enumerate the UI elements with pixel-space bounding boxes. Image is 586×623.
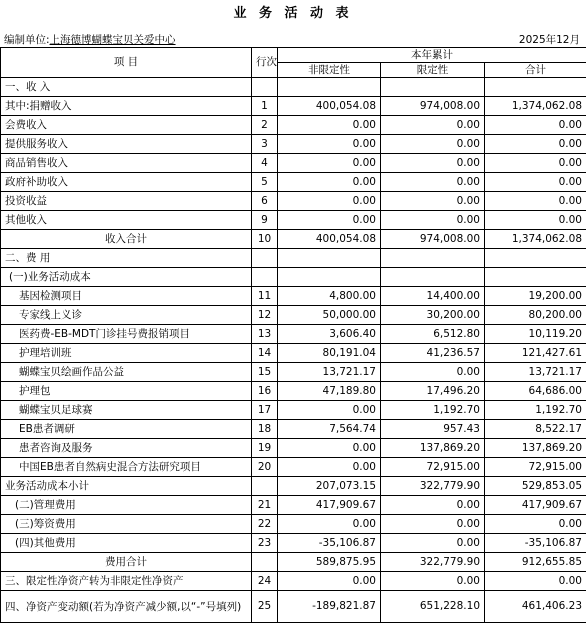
row-label: 收入合计: [1, 230, 252, 249]
row-unrestricted-value: 80,191.04: [278, 344, 381, 363]
table-row: [1, 211, 586, 230]
row-total-value: [485, 249, 586, 268]
row-line-number: 14: [252, 344, 278, 363]
row-total-value: 0.00: [485, 515, 586, 534]
row-unrestricted-value: 400,054.08: [278, 97, 381, 116]
row-label: (四)其他费用: [1, 534, 252, 553]
header-total: 合计: [485, 63, 586, 78]
row-unrestricted-value: 400,054.08: [278, 230, 381, 249]
table-row: [1, 439, 586, 458]
row-label: 商品销售收入: [1, 154, 252, 173]
row-restricted-value: [381, 249, 485, 268]
row-line-number: [252, 249, 278, 268]
row-restricted-value: 0.00: [381, 173, 485, 192]
table-row: [1, 401, 586, 420]
row-unrestricted-value: 0.00: [278, 439, 381, 458]
row-total-value: 0.00: [485, 192, 586, 211]
row-line-number: 21: [252, 496, 278, 515]
row-label: EB患者调研: [1, 420, 252, 439]
activity-statement-table: [0, 47, 586, 623]
row-line-number: 18: [252, 420, 278, 439]
report-period: 2025年12月: [519, 32, 580, 47]
row-total-value: -35,106.87: [485, 534, 586, 553]
row-line-number: 4: [252, 154, 278, 173]
row-unrestricted-value: 0.00: [278, 211, 381, 230]
row-label: 投资收益: [1, 192, 252, 211]
row-restricted-value: 0.00: [381, 534, 485, 553]
row-total-value: 0.00: [485, 116, 586, 135]
row-line-number: [252, 477, 278, 496]
row-label: 蝴蝶宝贝足球赛: [1, 401, 252, 420]
table-row: [1, 458, 586, 477]
row-label: (一)业务活动成本: [1, 268, 252, 287]
row-line-number: [252, 553, 278, 572]
row-restricted-value: 322,779.90: [381, 477, 485, 496]
row-unrestricted-value: [278, 78, 381, 97]
row-unrestricted-value: 0.00: [278, 515, 381, 534]
row-label: 政府补助收入: [1, 173, 252, 192]
row-unrestricted-value: 0.00: [278, 173, 381, 192]
row-restricted-value: 0.00: [381, 135, 485, 154]
table-row: [1, 325, 586, 344]
row-label: 会费收入: [1, 116, 252, 135]
table-row: [1, 306, 586, 325]
row-line-number: [252, 268, 278, 287]
row-label: 其中:捐赠收入: [1, 97, 252, 116]
row-line-number: 9: [252, 211, 278, 230]
row-restricted-value: 0.00: [381, 192, 485, 211]
row-total-value: 912,655.85: [485, 553, 586, 572]
row-line-number: 22: [252, 515, 278, 534]
row-restricted-value: 0.00: [381, 572, 485, 591]
row-restricted-value: [381, 78, 485, 97]
table-row: [1, 496, 586, 515]
table-row: [1, 97, 586, 116]
row-unrestricted-value: 0.00: [278, 401, 381, 420]
row-line-number: 6: [252, 192, 278, 211]
row-total-value: [485, 78, 586, 97]
row-line-number: 23: [252, 534, 278, 553]
row-restricted-value: 137,869.20: [381, 439, 485, 458]
row-restricted-value: 0.00: [381, 211, 485, 230]
row-label: 业务活动成本小计: [1, 477, 252, 496]
row-restricted-value: 14,400.00: [381, 287, 485, 306]
table-row: [1, 363, 586, 382]
row-label: 三、限定性净资产转为非限定性净资产: [1, 572, 252, 591]
table-row: [1, 116, 586, 135]
table-row: [1, 344, 586, 363]
row-label: 专家线上义诊: [1, 306, 252, 325]
row-label: 医药费-EB-MDT门诊挂号费报销项目: [1, 325, 252, 344]
reporting-unit-value: 上海德博蝴蝶宝贝关爱中心: [50, 34, 176, 46]
row-line-number: 2: [252, 116, 278, 135]
row-label: (二)管理费用: [1, 496, 252, 515]
row-line-number: 25: [252, 591, 278, 623]
row-restricted-value: 974,008.00: [381, 97, 485, 116]
row-line-number: 5: [252, 173, 278, 192]
row-unrestricted-value: 50,000.00: [278, 306, 381, 325]
row-unrestricted-value: 0.00: [278, 572, 381, 591]
row-label: 护理培训班: [1, 344, 252, 363]
row-total-value: 121,427.61: [485, 344, 586, 363]
row-label: (三)筹资费用: [1, 515, 252, 534]
row-line-number: 3: [252, 135, 278, 154]
row-unrestricted-value: 7,564.74: [278, 420, 381, 439]
row-restricted-value: 17,496.20: [381, 382, 485, 401]
header-unrestricted: 非限定性: [278, 63, 381, 78]
row-restricted-value: [381, 268, 485, 287]
row-restricted-value: 0.00: [381, 154, 485, 173]
row-label: 中国EB患者自然病史混合方法研究项目: [1, 458, 252, 477]
row-line-number: 12: [252, 306, 278, 325]
row-label: 费用合计: [1, 553, 252, 572]
table-row: [1, 382, 586, 401]
row-restricted-value: 974,008.00: [381, 230, 485, 249]
table-row: [1, 78, 586, 97]
table-row: [1, 515, 586, 534]
row-total-value: 529,853.05: [485, 477, 586, 496]
row-label: 基因检测项目: [1, 287, 252, 306]
table-row: [1, 534, 586, 553]
table-row: [1, 249, 586, 268]
row-unrestricted-value: [278, 249, 381, 268]
table-row: [1, 135, 586, 154]
row-total-value: 0.00: [485, 211, 586, 230]
row-unrestricted-value: 589,875.95: [278, 553, 381, 572]
row-unrestricted-value: 0.00: [278, 154, 381, 173]
row-restricted-value: 0.00: [381, 496, 485, 515]
row-label: 患者咨询及服务: [1, 439, 252, 458]
row-line-number: 10: [252, 230, 278, 249]
row-label: 四、净资产变动额(若为净资产减少额,以“-”号填列): [1, 591, 252, 623]
table-row: [1, 420, 586, 439]
table-row: [1, 572, 586, 591]
report-meta: [4, 32, 582, 46]
row-label: 二、费 用: [1, 249, 252, 268]
row-line-number: 11: [252, 287, 278, 306]
row-total-value: 13,721.17: [485, 363, 586, 382]
row-unrestricted-value: 207,073.15: [278, 477, 381, 496]
table-row: [1, 154, 586, 173]
row-unrestricted-value: 417,909.67: [278, 496, 381, 515]
reporting-unit: [4, 32, 176, 47]
row-line-number: 17: [252, 401, 278, 420]
row-total-value: 19,200.00: [485, 287, 586, 306]
row-total-value: 1,192.70: [485, 401, 586, 420]
table-row: [1, 477, 586, 496]
row-restricted-value: 0.00: [381, 116, 485, 135]
table-row: [1, 268, 586, 287]
row-restricted-value: 1,192.70: [381, 401, 485, 420]
header-line: 行次: [252, 48, 278, 78]
row-line-number: [252, 78, 278, 97]
row-total-value: 10,119.20: [485, 325, 586, 344]
row-label: 一、收 入: [1, 78, 252, 97]
row-total-value: 461,406.23: [485, 591, 586, 623]
row-line-number: 13: [252, 325, 278, 344]
row-total-value: 0.00: [485, 572, 586, 591]
row-total-value: 1,374,062.08: [485, 97, 586, 116]
row-restricted-value: 6,512.80: [381, 325, 485, 344]
row-total-value: [485, 268, 586, 287]
header-restricted: 限定性: [381, 63, 485, 78]
report-title: 业 务 活 动 表: [0, 2, 586, 20]
row-total-value: 1,374,062.08: [485, 230, 586, 249]
row-total-value: 0.00: [485, 135, 586, 154]
header-item: 项 目: [1, 48, 252, 78]
header-row-1: [1, 48, 586, 63]
row-line-number: 20: [252, 458, 278, 477]
row-restricted-value: 0.00: [381, 515, 485, 534]
row-line-number: 24: [252, 572, 278, 591]
row-restricted-value: 651,228.10: [381, 591, 485, 623]
row-unrestricted-value: 4,800.00: [278, 287, 381, 306]
row-unrestricted-value: [278, 268, 381, 287]
row-total-value: 8,522.17: [485, 420, 586, 439]
row-total-value: 137,869.20: [485, 439, 586, 458]
row-unrestricted-value: 0.00: [278, 116, 381, 135]
row-label: 护理包: [1, 382, 252, 401]
row-unrestricted-value: 47,189.80: [278, 382, 381, 401]
row-line-number: 1: [252, 97, 278, 116]
row-unrestricted-value: -35,106.87: [278, 534, 381, 553]
reporting-unit-label: 编制单位:: [4, 34, 50, 46]
row-total-value: 0.00: [485, 154, 586, 173]
row-label: 其他收入: [1, 211, 252, 230]
row-total-value: 80,200.00: [485, 306, 586, 325]
row-restricted-value: 0.00: [381, 363, 485, 382]
row-restricted-value: 30,200.00: [381, 306, 485, 325]
row-total-value: 72,915.00: [485, 458, 586, 477]
row-unrestricted-value: 0.00: [278, 458, 381, 477]
row-label: 提供服务收入: [1, 135, 252, 154]
row-total-value: 64,686.00: [485, 382, 586, 401]
row-unrestricted-value: 0.00: [278, 135, 381, 154]
header-cumulative: 本年累计: [278, 48, 586, 63]
row-unrestricted-value: 0.00: [278, 192, 381, 211]
table-row: [1, 192, 586, 211]
row-restricted-value: 41,236.57: [381, 344, 485, 363]
row-restricted-value: 957.43: [381, 420, 485, 439]
table-row: [1, 173, 586, 192]
row-unrestricted-value: 13,721.17: [278, 363, 381, 382]
table-row: [1, 287, 586, 306]
row-restricted-value: 72,915.00: [381, 458, 485, 477]
row-total-value: 0.00: [485, 173, 586, 192]
row-restricted-value: 322,779.90: [381, 553, 485, 572]
table-row: [1, 230, 586, 249]
row-line-number: 15: [252, 363, 278, 382]
row-total-value: 417,909.67: [485, 496, 586, 515]
row-line-number: 16: [252, 382, 278, 401]
row-label: 蝴蝶宝贝绘画作品公益: [1, 363, 252, 382]
table-row: [1, 553, 586, 572]
row-line-number: 19: [252, 439, 278, 458]
row-unrestricted-value: 3,606.40: [278, 325, 381, 344]
table-row: [1, 591, 586, 623]
row-unrestricted-value: -189,821.87: [278, 591, 381, 623]
